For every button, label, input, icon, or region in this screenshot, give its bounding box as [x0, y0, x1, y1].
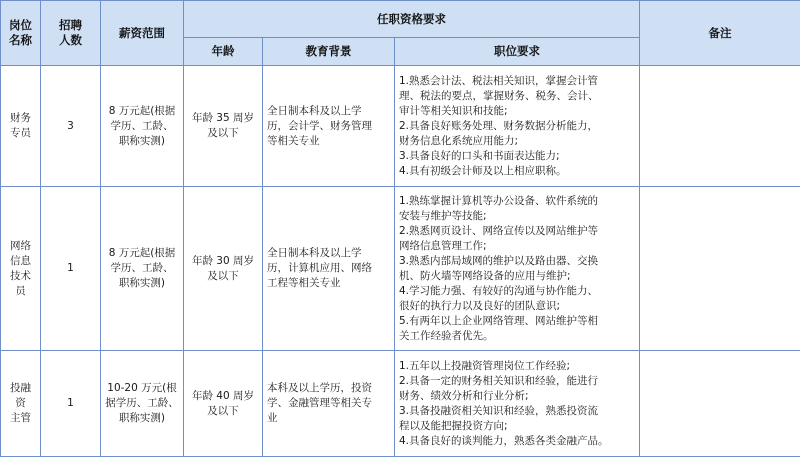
headcount-cell: 1: [41, 351, 101, 457]
header-education: 教育背景: [263, 38, 395, 66]
headcount-cell: 1: [41, 187, 101, 351]
header-age: 年龄: [184, 38, 263, 66]
age-cell: 年龄 30 周岁 及以下: [184, 187, 263, 351]
salary-cell: 8 万元起(根据 学历、工龄、 职称实测): [101, 187, 184, 351]
salary-cell: 10-20 万元(根 据学历、工龄、 职称实测): [101, 351, 184, 457]
position-cell: 网络 信息 技术员: [1, 187, 41, 351]
table-header: [1, 1, 800, 66]
header-salary: 薪资范围: [101, 1, 184, 66]
header-job-requirements: 职位要求: [395, 38, 640, 66]
header-headcount: 招聘 人数: [41, 1, 101, 66]
remarks-cell: [640, 66, 800, 187]
remarks-cell: [640, 351, 800, 457]
age-cell: 年龄 40 周岁 及以下: [184, 351, 263, 457]
headcount-cell: 3: [41, 66, 101, 187]
position-cell: 财务 专员: [1, 66, 41, 187]
education-cell: 全日制本科及以上学 历，计算机应用、网络 工程等相关专业: [263, 187, 395, 351]
remarks-cell: [640, 187, 800, 351]
requirements-cell: 1.熟悉会计法、税法相关知识，掌握会计管 理、税法的要点，掌握财务、税务、会计、 审计等相关知识和技能; 2.具备良好账务处理、财务数据分析能力， 财务信息化系统应用能力; 3.具备良好的口头和书面表达能力; 4.具有初级会计师及以上相应职称。: [395, 66, 640, 187]
header-remarks: 备注: [640, 1, 800, 66]
table-row: [1, 351, 800, 457]
education-cell: 全日制本科及以上学 历，会计学、财务管理 等相关专业: [263, 66, 395, 187]
header-qualifications: 任职资格要求: [184, 1, 640, 38]
education-cell: 本科及以上学历，投资 学、金融管理等相关专 业: [263, 351, 395, 457]
table-body: [1, 66, 800, 457]
age-cell: 年龄 35 周岁 及以下: [184, 66, 263, 187]
table-row: [1, 66, 800, 187]
salary-cell: 8 万元起(根据 学历、工龄、 职称实测): [101, 66, 184, 187]
requirements-cell: 1.五年以上投融资管理岗位工作经验; 2.具备一定的财务相关知识和经验，能进行 财务、绩效分析和行业分析; 3.具备投融资相关知识和经验，熟悉投资流 程以及能把握投资方向; 4.具备良好的谈判能力，熟悉各类金融产品。: [395, 351, 640, 457]
table-row: [1, 187, 800, 351]
header-position: 岗位 名称: [1, 1, 41, 66]
position-cell: 投融资 主管: [1, 351, 41, 457]
requirements-cell: 1.熟练掌握计算机等办公设备、软件系统的 安装与维护等技能; 2.熟悉网页设计、网络宣传以及网站维护等 网络信息管理工作; 3.熟悉内部局域网的维护以及路由器、交换 机、防火墙等网络设备的应用与维护; 4.学习能力强、有较好的沟通与协作能力、 很好的执行力以及良好的团队意识; 5.有两年以上企业网络管理、网站维护等相 关工作经验者优先。: [395, 187, 640, 351]
